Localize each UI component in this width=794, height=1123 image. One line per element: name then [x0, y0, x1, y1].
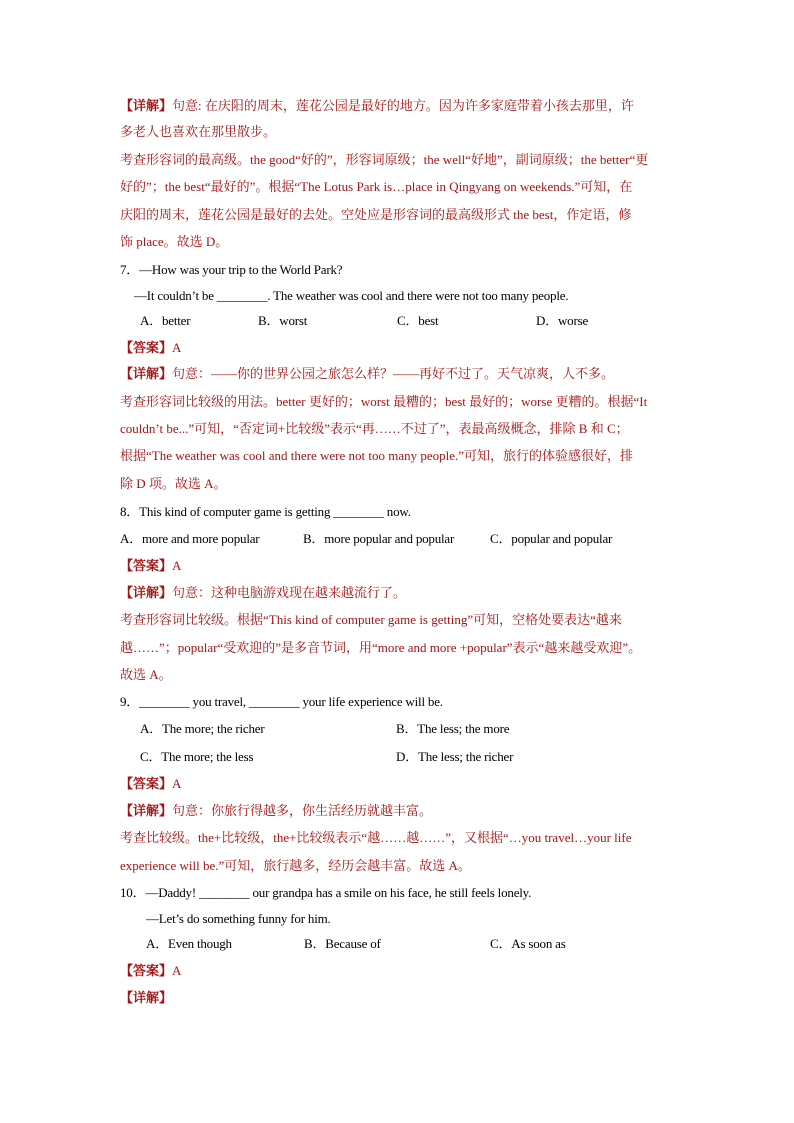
answer-value: A	[172, 340, 182, 355]
detail-tag: 【详解】	[120, 990, 173, 1005]
q7-explanation-line-1: 考查形容词比较级的用法。better 更好的；worst 最糟的；best 最好的；worse 更糟的。根据“It	[120, 394, 648, 409]
q7-option-c: C．best	[397, 313, 439, 328]
q7-option-a: A．better	[140, 313, 191, 328]
q9-stem: 9．________ you travel, ________ your life experience will be.	[120, 694, 443, 709]
q9-answer	[120, 774, 181, 794]
q8-option-a: A．more and more popular	[120, 531, 260, 546]
q7-option-d: D．worse	[536, 313, 589, 328]
q8-explanation-line-2: 越……”；popular“受欢迎的”是多音节词，用“more and more +popular”表示“越来越受欢迎”。	[120, 640, 642, 655]
q10-option-b: B．Because of	[304, 936, 381, 951]
q6-explanation-line-3: 庆阳的周末，莲花公园是最好的去处。空处应是形容词的最高级形式 the best，作定语，修	[120, 207, 632, 222]
answer-value: A	[172, 558, 182, 573]
q7-stem-line-1: 7．—How was your trip to the World Park?	[120, 262, 343, 277]
answer-value: A	[172, 776, 182, 791]
q9-explanation-line-2: experience will be.”可知，旅行越多，经历会越丰富。故选 A。	[120, 858, 471, 873]
q9-detail: 【详解】句意：你旅行得越多，你生活经历就越丰富。	[120, 803, 433, 818]
q7-stem-line-2: —It couldn’t be ________. The weather was cool and there were not too many people.	[134, 288, 569, 303]
q7-option-b: B．worst	[258, 313, 308, 328]
answer-tag: 【答案】	[120, 776, 173, 791]
q10-answer	[120, 961, 181, 981]
q6-detail-line-2: 多老人也喜欢在那里散步。	[120, 124, 277, 139]
q9-option-d: D．The less; the richer	[396, 749, 514, 764]
q7-explanation-line-3: 根据“The weather was cool and there were not too many people.”可知，旅行的体验感很好，排	[120, 448, 634, 463]
q7-explanation-line-4: 除 D 项。故选 A。	[120, 476, 227, 491]
q10-detail	[120, 988, 172, 1008]
answer-tag: 【答案】	[120, 340, 173, 355]
q9-option-a: A．The more; the richer	[140, 721, 265, 736]
q8-explanation-line-1: 考查形容词比较级。根据“This kind of computer game is getting”可知，空格处要表达“越来	[120, 612, 622, 627]
q8-explanation-line-3: 故选 A。	[120, 667, 172, 682]
q9-option-b: B．The less; the more	[396, 721, 510, 736]
q6-detail-line-1: 【详解】句意: 在庆阳的周末，莲花公园是最好的地方。因为许多家庭带着小孩去那里，许	[120, 98, 634, 113]
answer-tag: 【答案】	[120, 558, 173, 573]
q10-stem-line-2: —Let’s do something funny for him.	[146, 911, 331, 926]
answer-tag: 【答案】	[120, 963, 173, 978]
detail-tag: 【详解】	[120, 803, 173, 818]
q9-option-c: C．The more; the less	[140, 749, 254, 764]
q10-stem-line-1: 10．—Daddy! ________ our grandpa has a smile on his face, he still feels lonely.	[120, 885, 532, 900]
q8-stem: 8．This kind of computer game is getting ________ now.	[120, 504, 411, 519]
answer-value: A	[172, 963, 182, 978]
q7-explanation-line-2: couldn’t be...”可知，“否定词+比较级”表示“再……不过了”，表最高级概念，排除 B 和 C；	[120, 421, 629, 436]
q8-option-b: B．more popular and popular	[303, 531, 455, 546]
q9-explanation-line-1: 考查比较级。the+比较级，the+比较级表示“越……越……”，又根据“…you travel…your life	[120, 830, 632, 845]
q8-option-c: C．popular and popular	[490, 531, 613, 546]
q8-answer	[120, 556, 181, 576]
detail-tag: 【详解】	[120, 366, 173, 381]
q8-detail: 【详解】句意：这种电脑游戏现在越来越流行了。	[120, 585, 407, 600]
q7-answer	[120, 338, 181, 358]
q6-explanation-line-4: 饰 place。故选 D。	[120, 234, 229, 249]
detail-tag: 【详解】	[120, 98, 173, 113]
q10-option-c: C．As soon as	[490, 936, 566, 951]
detail-tag: 【详解】	[120, 585, 173, 600]
q7-detail: 【详解】句意：——你的世界公园之旅怎么样？——再好不过了。天气凉爽，人不多。	[120, 366, 615, 381]
q10-option-a: A．Even though	[146, 936, 232, 951]
q6-explanation-line-1: 考查形容词的最高级。the good“好的”，形容词原级；the well“好地”，副词原级；the better“更	[120, 152, 649, 167]
q6-explanation-line-2: 好的”；the best“最好的”。根据“The Lotus Park is…place in Qingyang on weekends.”可知，在	[120, 179, 633, 194]
